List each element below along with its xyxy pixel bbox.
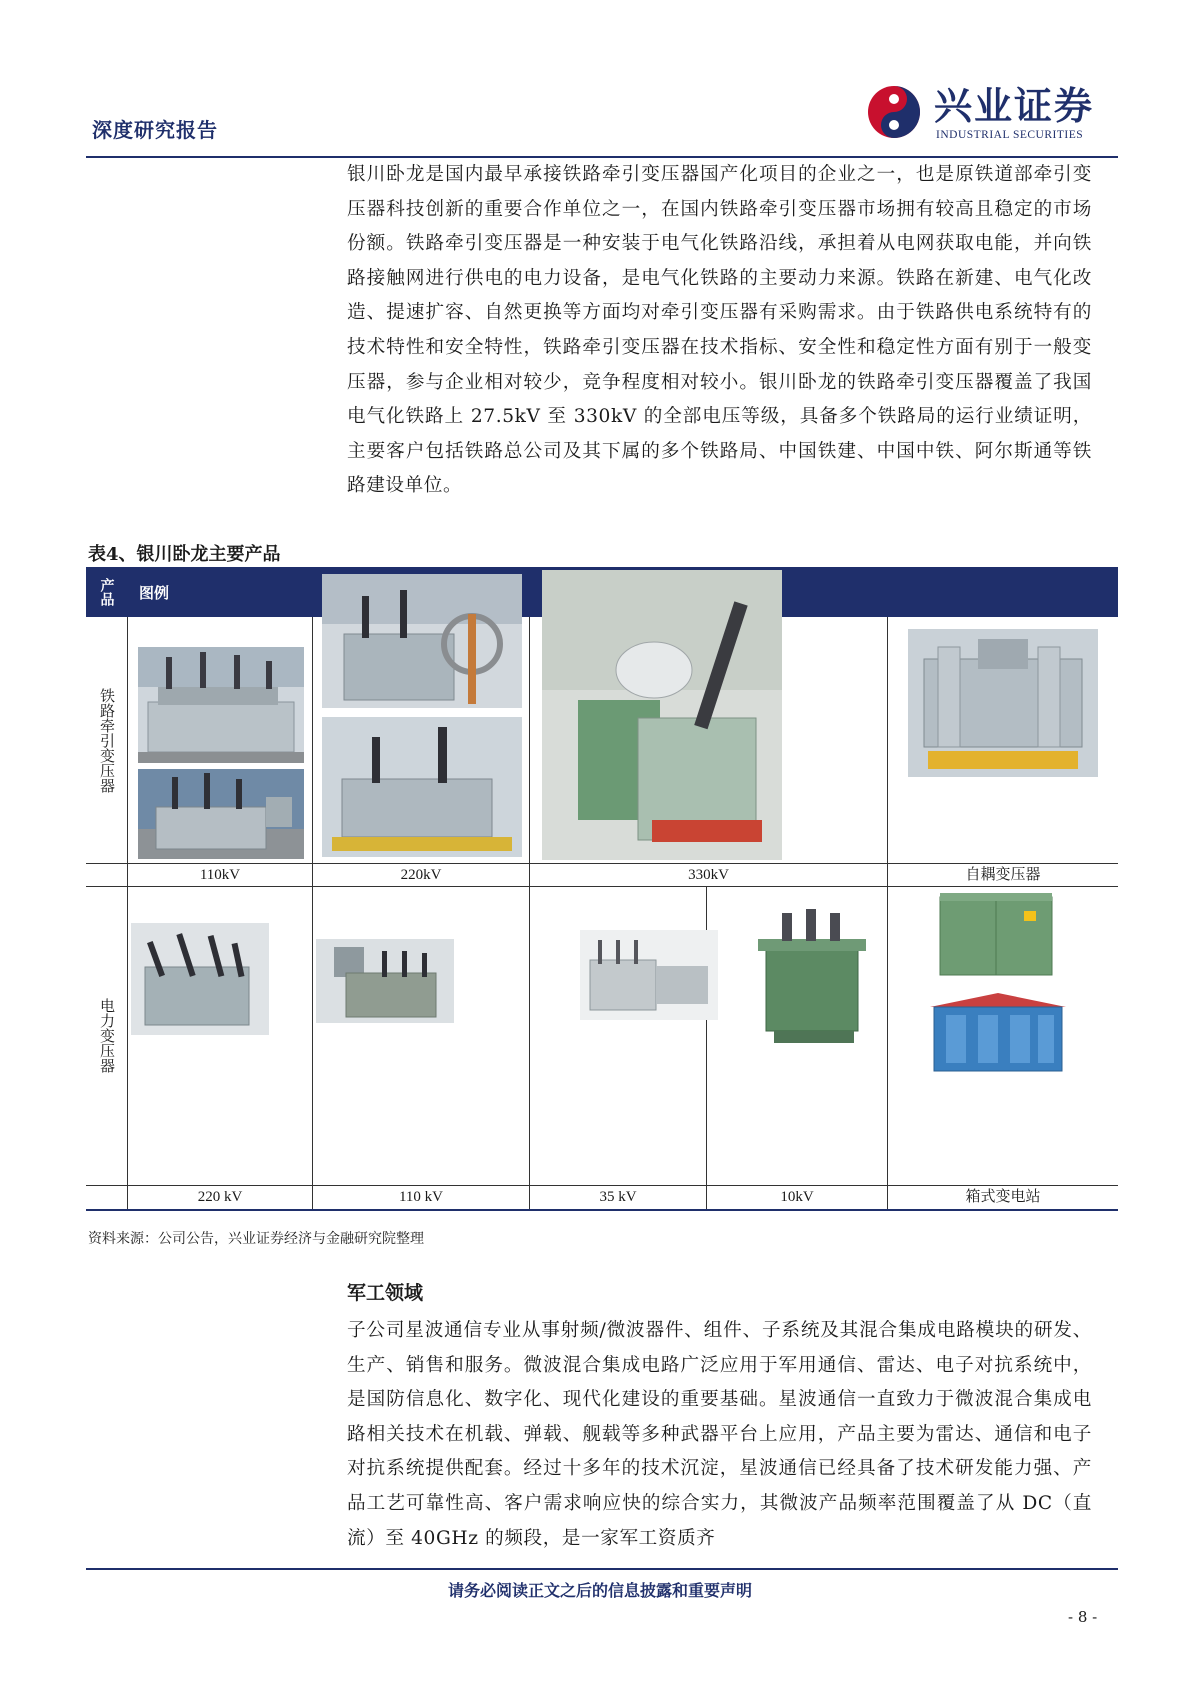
intro-paragraph: 银川卧龙是国内最早承接铁路牵引变压器国产化项目的企业之一，也是原铁道部牵引变压器科技创新的重要合作单位之一，在国内铁路牵引变压器市场拥有较高且稳定的市场份额。铁路牵引变压器是一种安装于电气化铁路沿线，承担着从电网获取电能，并向铁路接触网进行供电的电力设备，是电气化铁路的主要动力来源。铁路在新建、电气化改造、提速扩容、自然更换等方面均对牵引变压器有采购需求。由于铁路供电系统特有的技术特性和安全特性，铁路牵引变压器在技术指标、安全性和稳定性方面有别于一般变压器，参与企业相对较少，竞争程度相对较小。银川卧龙的铁路牵引变压器覆盖了我国电气化铁路上 27.5kV 至 330kV 的全部电压等级，具备多个铁路局的运行业绩证明，主要客户包括铁路总公司及其下属的多个铁路局、中国铁建、中国中铁、阿尔斯通等铁路建设单位。 xyxy=(347,164,1092,497)
col-line xyxy=(127,617,128,886)
products-table xyxy=(86,567,1118,1218)
col-line xyxy=(127,886,128,1209)
header-product: 产品 xyxy=(98,578,115,606)
photo-220kv-power-transformer xyxy=(131,923,269,1035)
photo-box-substation-green xyxy=(934,889,1058,981)
caption-220-kv: 220 kV xyxy=(197,1189,243,1205)
logo-chinese-name: 兴业证券 xyxy=(934,83,1095,128)
caption-autotransformer: 自耦变压器 xyxy=(965,867,1041,883)
photo-110kv-transformer-b xyxy=(138,769,304,859)
col-line xyxy=(887,886,888,1209)
photo-box-substation-blue xyxy=(926,991,1070,1079)
category-railway-traction: 铁路牵引变压器 xyxy=(98,687,116,793)
logo-english-name: INDUSTRIAL SECURITIES xyxy=(936,129,1084,141)
photo-110kv-power-transformer xyxy=(316,939,454,1023)
footer-divider xyxy=(86,1568,1118,1570)
col-line xyxy=(529,886,530,1209)
table-bottom-rule xyxy=(86,1209,1118,1211)
photo-110kv-transformer-a xyxy=(138,647,304,763)
photo-autotransformer xyxy=(908,629,1098,777)
caption-330kv: 330kV xyxy=(688,867,729,883)
military-paragraph: 子公司星波通信专业从事射频/微波器件、组件、子系统及其混合集成电路模块的研发、生产、销售和服务。微波混合集成电路广泛应用于军用通信、雷达、电子对抗系统中，是国防信息化、数字化、现代化建设的重要基础。星波通信一直致力于微波混合集成电路相关技术在机载、弹载、舰载等多种武器平台上应用，产品主要为雷达、通信和电子对抗系统提供配套。经过十多年的技术沉淀，星波通信已经具备了技术研发能力强、产品工艺可靠性高、客户需求响应快的综合实力，其微波产品频率范围覆盖了从 DC（直流）至 40GHz 的频段，是一家军工资质齐 xyxy=(347,1320,1092,1549)
section-heading: 军工领域 xyxy=(347,1282,424,1304)
document-type: 深度研究报告 xyxy=(92,118,218,142)
caption-35-kv: 35 kV xyxy=(599,1189,637,1205)
company-logo xyxy=(866,84,1116,144)
col-line xyxy=(312,617,313,886)
photo-220kv-transformer-a xyxy=(322,574,522,708)
page-number: - 8 - xyxy=(1068,1608,1098,1626)
col-line xyxy=(529,617,530,886)
caption-110kv: 110kV xyxy=(199,867,241,883)
caption-box-substation: 箱式变电站 xyxy=(965,1189,1041,1205)
photo-10kv-transformer xyxy=(738,901,886,1051)
source-note: 资料来源：公司公告，兴业证券经济与金融研究院整理 xyxy=(88,1231,424,1247)
caption-10kv: 10kV xyxy=(780,1189,814,1205)
table-title: 表4、银川卧龙主要产品 xyxy=(88,544,281,565)
col-line xyxy=(887,617,888,886)
logo-swirl-icon xyxy=(866,84,922,140)
header-legend: 图例 xyxy=(139,584,170,602)
photo-220kv-transformer-b xyxy=(322,717,522,857)
photo-35kv-transformer xyxy=(580,930,718,1020)
caption-110-kv: 110 kV xyxy=(398,1189,444,1205)
photo-330kv-transformer xyxy=(542,570,782,860)
row-divider xyxy=(86,886,1118,887)
col-line xyxy=(312,886,313,1209)
caption-220kv: 220kV xyxy=(400,867,442,883)
footer-disclaimer: 请务必阅读正文之后的信息披露和重要声明 xyxy=(447,1581,752,1600)
category-power-transformer: 电力变压器 xyxy=(98,998,116,1073)
